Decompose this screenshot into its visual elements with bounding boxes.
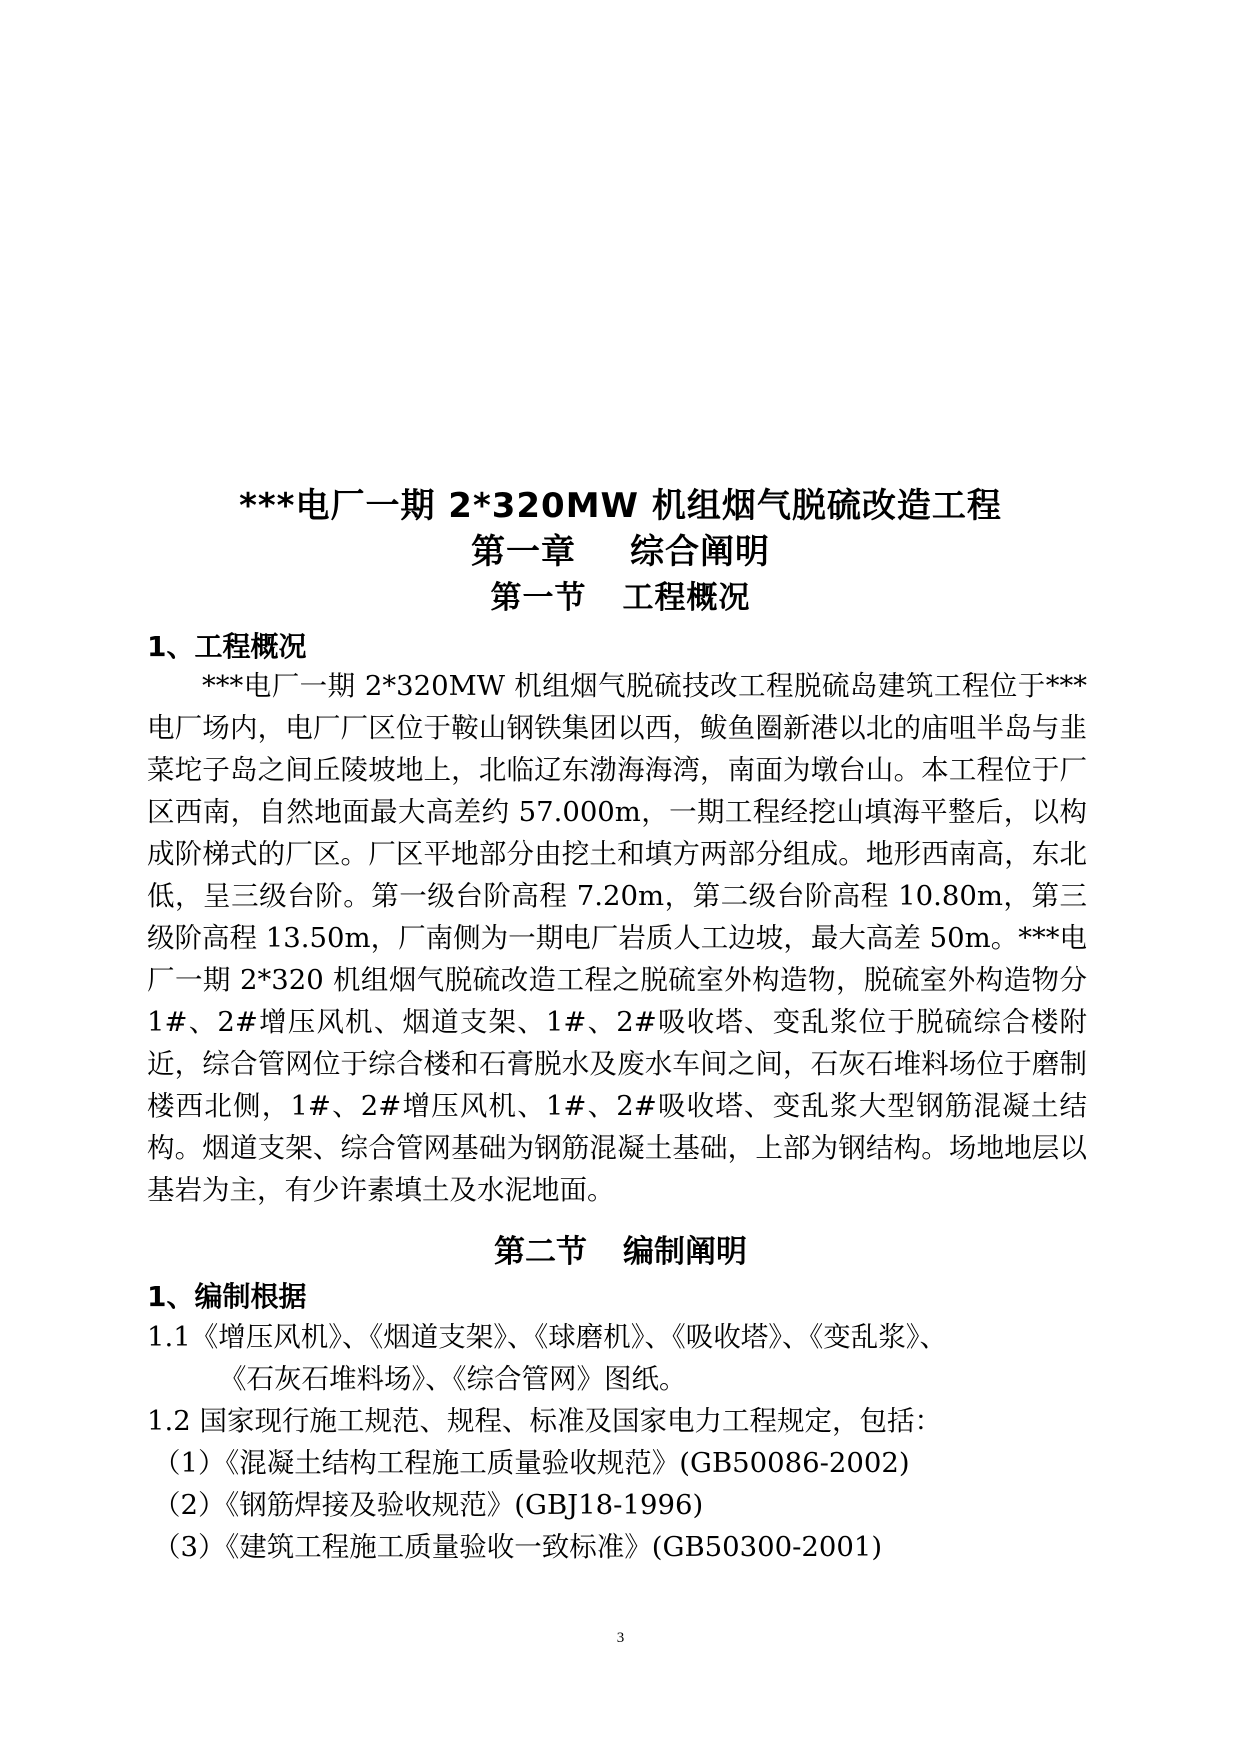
reference-list: [147, 1316, 1087, 1568]
reference-item-1-2: 1.2 国家现行施工规范、规程、标准及国家电力工程规定，包括：: [147, 1405, 942, 1437]
section2-number: 第二节: [494, 1234, 587, 1270]
chapter-title: 综合阐明: [630, 532, 770, 572]
subheading-project-overview: 1、工程概况: [147, 630, 307, 663]
section1-number: 第一节: [490, 580, 587, 616]
project-overview-paragraph: ***电厂一期 2*320MW 机组烟气脱硫技改工程脱硫岛建筑工程位于***电厂场内，电厂厂区位于鞍山钢铁集团以西，鲅鱼圈新港以北的庙咀半岛与韭菜坨子岛之间丘陵坡地上，北临辽东渤海海湾，南面为墩台山。本工程位于厂区西南，自然地面最大高差约 57.000m，一期工程经挖山填海平整后，以构成阶梯式的厂区。厂区平地部分由挖土和填方两部分组成。地形西南高，东北低，呈三级台阶。第一级台阶高程 7.20m，第二级台阶高程 10.80m，第三级阶高程 13.50m，厂南侧为一期电厂岩质人工边坡，最大高差 50m。***电厂一期 2*320 机组烟气脱硫改造工程之脱硫室外构造物，脱硫室外构造物分 1#、2#增压风机、烟道支架、1#、2#吸收塔、变乱浆位于脱硫综合楼附近，综合管网位于综合楼和石膏脱水及废水车间之间，石灰石堆料场位于磨制楼西北侧，1#、2#增压风机、1#、2#吸收塔、变乱浆大型钢筋混凝土结构。烟道支架、综合管网基础为钢筋混凝土基础，上部为钢结构。场地地层以基岩为主，有少许素填土及水泥地面。: [147, 670, 1087, 1206]
chapter-heading: [0, 524, 1241, 573]
standard-item: （1）《混凝土结构工程施工质量验收规范》(GB50086-2002): [153, 1447, 910, 1479]
section2-title: 编制阐明: [623, 1234, 747, 1270]
standard-item: （2）《钢筋焊接及验收规范》(GBJ18-1996): [153, 1489, 704, 1521]
page-number: 3: [616, 1630, 625, 1646]
section2-heading: [0, 1226, 1241, 1271]
reference-item-1-1: 1.1《增压风机》、《烟道支架》、《球磨机》、《吸收塔》、《变乱浆》、: [147, 1321, 947, 1353]
chapter-number: 第一章: [471, 532, 576, 572]
standard-item: （3）《建筑工程施工质量验收一致标准》(GB50300-2001): [153, 1531, 883, 1563]
subheading-basis: 1、编制根据: [147, 1280, 307, 1313]
document-title: ***电厂一期 2*320MW 机组烟气脱硫改造工程: [239, 486, 1002, 526]
section1-heading: [0, 572, 1241, 617]
reference-item-1-1-continued: 《石灰石堆料场》、《综合管网》图纸。: [219, 1363, 687, 1395]
section1-title: 工程概况: [622, 580, 751, 616]
